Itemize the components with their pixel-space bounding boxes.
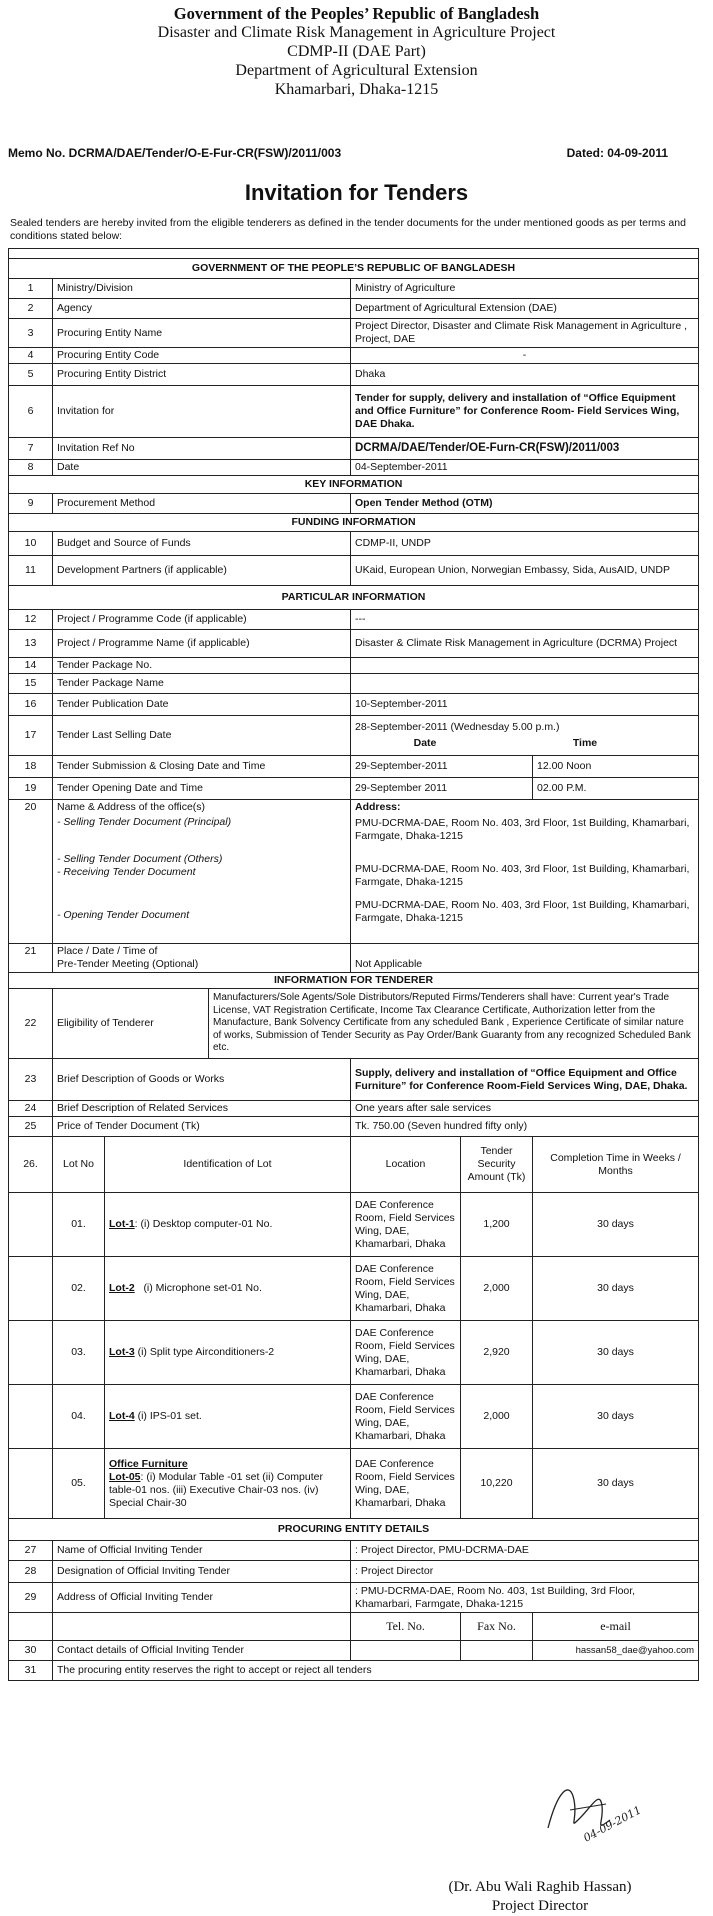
table-row: 23 Brief Description of Goods or Works Supply, delivery and installation of “Office Equipment and Office Furniture” for Conference Room-Field Services Wing, DAE, Dhaka. (9, 1059, 699, 1101)
contact-header: Tel. No. Fax No. e-mail (9, 1613, 699, 1641)
signatory-title: Project Director (491, 1898, 589, 1914)
table-row: 14 Tender Package No. (9, 658, 699, 674)
table-row: 30 Contact details of Official Inviting Tender hassan58_dae@yahoo.com (9, 1641, 699, 1661)
handwritten-signature (540, 1770, 650, 1850)
table-row: 8 Date 04-September-2011 (9, 460, 699, 476)
signatory (380, 1878, 700, 1916)
section-funding: FUNDING INFORMATION (9, 514, 699, 532)
table-row: 7 Invitation Ref No DCRMA/DAE/Tender/OE-Furn-CR(FSW)/2011/003 (9, 438, 699, 460)
table-row: 18 Tender Submission & Closing Date and Time 29-September-2011 12.00 Noon (9, 756, 699, 778)
table-row: 28 Designation of Official Inviting Tender : Project Director (9, 1561, 699, 1583)
tender-table (8, 248, 699, 1681)
table-row: 20 Name & Address of the office(s) - Selling Tender Document (Principal) - Selling Tender Document (Others) - Receiving Tender Document - Opening Tender Document Address: PMU-DCRMA-DAE, Room No. 403, 3rd Floor, 1st Building, Khamarbari, Farmgate, Dhaka-1215 PMU-DCRMA-DAE, Room No. 403, 3rd Floor, 1st Building, Khamarbari, Farmgate, Dhaka-1215 PMU-DCRMA-DAE, Room No. 403, 3rd Floor, 1st Building, Khamarbari, Farmgate, Dhaka-1215 (9, 800, 699, 944)
table-row: 10 Budget and Source of Funds CDMP-II, UNDP (9, 532, 699, 556)
memo-date: Dated: 04-09-2011 (566, 146, 668, 160)
table-row: 24 Brief Description of Related Services One years after sale services (9, 1101, 699, 1117)
section-tenderer: INFORMATION FOR TENDERER (9, 973, 699, 989)
table-row: 3 Procuring Entity Name Project Director, Disaster and Climate Risk Management in Agriculture , Project, DAE (9, 319, 699, 348)
section-key: KEY INFORMATION (9, 476, 699, 494)
table-row: 12 Project / Programme Code (if applicable) --- (9, 610, 699, 630)
gov-name: Government of the Peoples’ Republic of Bangladesh (173, 4, 540, 23)
address: Khamarbari, Dhaka-1215 (274, 81, 439, 98)
memo-no: Memo No. DCRMA/DAE/Tender/O-E-Fur-CR(FSW)/2011/003 (8, 146, 342, 160)
page-title: Invitation for Tenders (244, 180, 469, 205)
table-row: 15 Tender Package Name (9, 674, 699, 694)
project-part: CDMP-II (DAE Part) (287, 43, 426, 60)
section-gov: GOVERNMENT OF THE PEOPLE’S REPUBLIC OF BANGLADESH (9, 259, 699, 279)
department: Department of Agricultural Extension (235, 62, 478, 79)
letterhead (0, 0, 713, 99)
table-row: 02. Lot-2 (i) Microphone set-01 No. DAE Conference Room, Field Services Wing, DAE, Khamarbari, Dhaka 2,000 30 days (9, 1257, 699, 1321)
table-row: 11 Development Partners (if applicable) UKaid, European Union, Norwegian Embassy, Sida, AusAID, UNDP (9, 556, 699, 586)
table-row: 17 Tender Last Selling Date 28-September-2011 (Wednesday 5.00 p.m.) Date Time (9, 716, 699, 756)
table-row: 2 Agency Department of Agricultural Extension (DAE) (9, 299, 699, 319)
table-row: 13 Project / Programme Name (if applicable) Disaster & Climate Risk Management in Agriculture (DCRMA) Project (9, 630, 699, 658)
table-row: 4 Procuring Entity Code - (9, 348, 699, 364)
table-row: 25 Price of Tender Document (Tk) Tk. 750.00 (Seven hundred fifty only) (9, 1117, 699, 1137)
table-row: 22 Eligibility of Tenderer Manufacturers/Sole Agents/Sole Distributors/Reputed Firms/Tenderers shall have: Current year's Trade License, VAT Registration Certificate, Income Tax Clearance Certificate, Authorization letter from the Manufacture, Bank Solvency Certificate from any scheduled Bank , Experience Certificate of similar nature of works, Submission of Tender Security as Pay Order/Bank Guaranty from any recognized Scheduled Bank etc. (9, 989, 699, 1059)
table-row: 29 Address of Official Inviting Tender : PMU-DCRMA-DAE, Room No. 403, 1st Building, 3rd Floor, Khamarbari, Farmgate, Dhaka-1215 (9, 1583, 699, 1613)
table-row: 1 Ministry/Division Ministry of Agriculture (9, 279, 699, 299)
table-row: 31 The procuring entity reserves the right to accept or reject all tenders (9, 1661, 699, 1681)
table-row: 19 Tender Opening Date and Time 29-September 2011 02.00 P.M. (9, 778, 699, 800)
project-name: Disaster and Climate Risk Management in Agriculture Project (157, 24, 556, 41)
intro-text: Sealed tenders are hereby invited from the eligible tenderers as defined in the tender documents for the under mentioned goods as per terms and conditions stated below: (10, 217, 686, 242)
table-row: 6 Invitation for Tender for supply, delivery and installation of “Office Equipment and Office Furniture” for Conference Room- Field Services Wing, DAE Dhaka. (9, 386, 699, 438)
table-row: 21 Place / Date / Time of Pre-Tender Meeting (Optional) Not Applicable (9, 944, 699, 973)
svg-text:04-09-2011: 04-09-2011 (581, 1803, 644, 1845)
table-row: 5 Procuring Entity District Dhaka (9, 364, 699, 386)
table-row: 9 Procurement Method Open Tender Method (OTM) (9, 494, 699, 514)
table-row: 04. Lot-4 (i) IPS-01 set. DAE Conference Room, Field Services Wing, DAE, Khamarbari, Dhaka 2,000 30 days (9, 1385, 699, 1449)
table-row: 01. Lot-1: (i) Desktop computer-01 No. DAE Conference Room, Field Services Wing, DAE, Khamarbari, Dhaka 1,200 30 days (9, 1193, 699, 1257)
table-row: 16 Tender Publication Date 10-September-2011 (9, 694, 699, 716)
section-particular: PARTICULAR INFORMATION (9, 586, 699, 610)
table-row: 05. Office Furniture Lot-05: (i) Modular Table -01 set (ii) Computer table-01 nos. (iii) Executive Chair-03 nos. (iv) Special Chair-30 DAE Conference Room, Field Services Wing, DAE, Khamarbari, Dhaka 10,220 30 days (9, 1449, 699, 1519)
lots-header: 26. Lot No Identification of Lot Location Tender Security Amount (Tk) Completion Time in Weeks / Months (9, 1137, 699, 1193)
table-row: 27 Name of Official Inviting Tender : Project Director, PMU-DCRMA-DAE (9, 1541, 699, 1561)
section-procuring: PROCURING ENTITY DETAILS (9, 1519, 699, 1541)
memo-line (8, 146, 668, 160)
signatory-name: (Dr. Abu Wali Raghib Hassan) (448, 1879, 632, 1895)
table-row: 03. Lot-3 (i) Split type Airconditioners-2 DAE Conference Room, Field Services Wing, DAE, Khamarbari, Dhaka 2,920 30 days (9, 1321, 699, 1385)
